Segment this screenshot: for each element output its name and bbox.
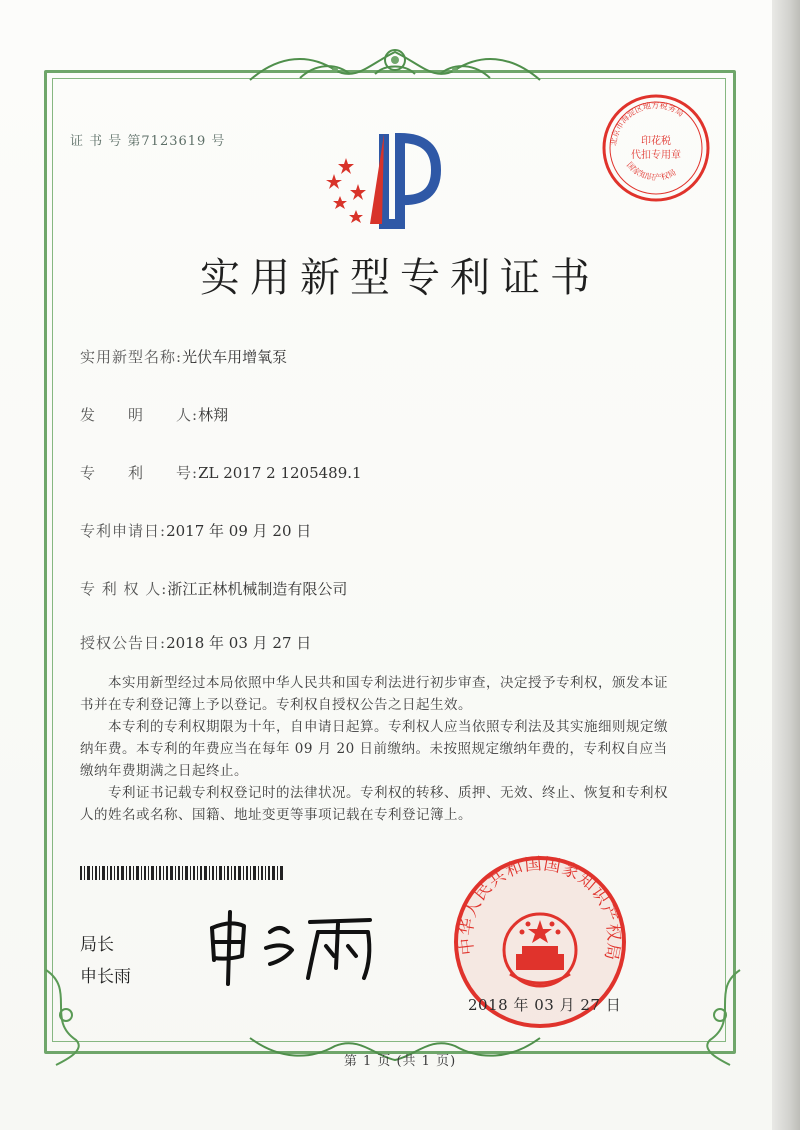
grant-date-row (80, 632, 311, 653)
patentee-row (80, 578, 347, 599)
patentee-value: 浙江正林机械制造有限公司 (167, 580, 348, 598)
certificate-title: 实用新型专利证书 (200, 255, 600, 301)
filing-date-row (80, 520, 311, 541)
patent-number-row (80, 462, 362, 483)
certificate-body (80, 672, 680, 826)
utility-model-name-value: 光伏车用增氧泵 (182, 348, 288, 366)
grant-date-value: 2018 年 03 月 27 日 (166, 634, 312, 652)
inventor-label: 发 明 人: (80, 406, 199, 424)
inventor-value: 林翔 (198, 406, 229, 424)
seal-center-text-1: 印花税 (641, 136, 671, 147)
scan-edge (772, 0, 800, 1130)
handwritten-signature (200, 898, 390, 988)
issue-date: 2018 年 03 月 27 日 (468, 996, 622, 1014)
patentee-label: 专 利 权 人: (80, 580, 168, 598)
utility-model-name-row (80, 346, 287, 367)
patent-number-value: ZL 2017 2 1205489.1 (198, 464, 362, 482)
seal-bottom-text: 国家知识产权局 (624, 160, 678, 183)
certificate-number: 证 书 号 第7123619 号 (70, 134, 226, 149)
grant-date-label: 授权公告日: (80, 634, 167, 652)
svg-text:国家知识产权局 (625, 160, 678, 182)
page-footer: 第 1 页 (共 1 页) (343, 1054, 457, 1069)
tax-stamp-seal (600, 92, 712, 204)
body-paragraph-1: 本实用新型经过本局依照中华人民共和国专利法进行初步审查，决定授予专利权，颁发本证书并在专利登记簿上予以登记。专利权自授权公告之日起生效。 (80, 675, 668, 713)
body-paragraph-3: 专利证书记载专利权登记时的法律状况。专利权的转移、质押、无效、终止、恢复和专利权人的姓名或名称、国籍、地址变更等事项记载在专利登记簿上。 (80, 785, 668, 823)
national-seal-text: 中华人民共和国国家知识产权局 (456, 854, 624, 963)
seal-ring-text: 北京市海淀区地方税务局 (608, 100, 686, 147)
barcode (80, 866, 284, 880)
patent-office-logo (326, 120, 446, 230)
patent-number-label: 专 利 号: (80, 464, 199, 482)
signatory-title: 局长 (80, 935, 114, 955)
inventor-row (80, 404, 228, 425)
filing-date-value: 2017 年 09 月 20 日 (166, 522, 312, 540)
top-ornament (240, 34, 550, 90)
utility-model-name-label: 实用新型名称: (80, 348, 183, 366)
body-paragraph-2: 本专利的专利权期限为十年，自申请日起算。专利权人应当依照专利法及其实施细则规定缴纳年费。本专利的年费应当在每年 09 月 20 日前缴纳。未按照规定缴纳年费的，专利权自应当缴纳年费期满之日起终止。 (80, 719, 668, 779)
signatory-name: 申长雨 (80, 967, 131, 987)
seal-center-text-2: 代扣专用章 (631, 150, 681, 161)
filing-date-label: 专利申请日: (80, 522, 167, 540)
